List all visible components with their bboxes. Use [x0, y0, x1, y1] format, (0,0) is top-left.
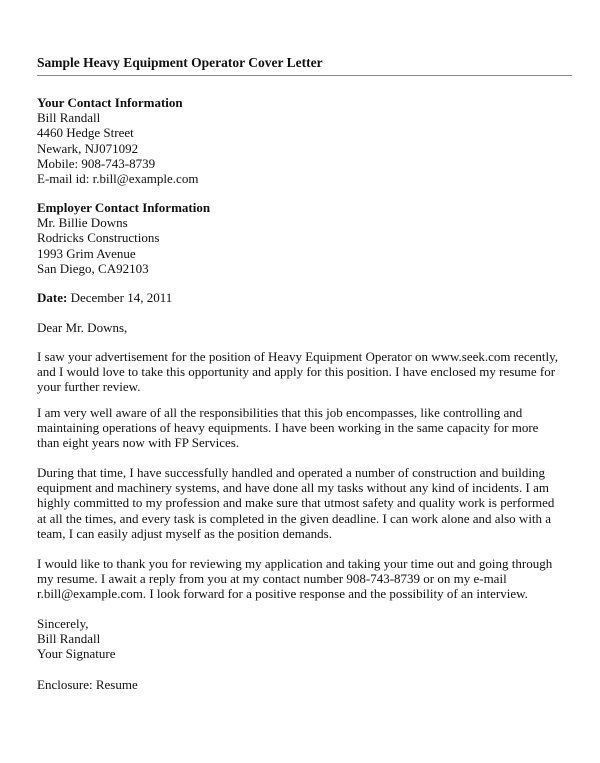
closing-valediction: Sincerely, [37, 616, 89, 631]
enclosure-text: Enclosure: Resume [37, 677, 138, 692]
sender-email: E-mail id: r.bill@example.com [37, 171, 199, 187]
body-paragraph-4 [37, 556, 577, 602]
date-label: Date: [37, 290, 68, 305]
closing-name: Bill Randall [37, 631, 101, 647]
document-title: Sample Heavy Equipment Operator Cover Letter [37, 55, 323, 70]
body-paragraph-3 [37, 465, 577, 541]
sender-mobile: Mobile: 908-743-8739 [37, 155, 156, 171]
paragraph-line: my resume. I await a reply from you at my contact number 908-743-8739 or on my e-mail [37, 571, 507, 587]
paragraph-line: I am very well aware of all the responsibilities that this job encompasses, like controlling and [37, 405, 523, 420]
employer-city: San Diego, CA92103 [37, 260, 149, 276]
sender-name: Bill Randall [37, 110, 101, 126]
date-value: December 14, 2011 [67, 290, 173, 305]
paragraph-line: team, I can easily adjust myself as the position demands. [37, 525, 332, 541]
employer-street: 1993 Grim Avenue [37, 245, 136, 261]
paragraph-line: and I would love to take this opportunity and apply for this position. I have enclosed my resume for [37, 364, 556, 380]
paragraph-line: than eight years now with FP Services. [37, 435, 240, 451]
paragraph-line: I would like to thank you for reviewing my application and taking your time out and going through [37, 556, 553, 571]
sender-street: 4460 Hedge Street [37, 125, 134, 141]
body-paragraph-2 [37, 405, 577, 451]
salutation-text: Dear Mr. Downs, [37, 320, 128, 335]
paragraph-line: I saw your advertisement for the position of Heavy Equipment Operator on www.seek.com recently, [37, 349, 559, 364]
body-paragraph-1 [37, 349, 577, 395]
paragraph-line: maintaining operations of heavy equipments. I have been working in the same capacity for more [37, 420, 539, 436]
employer-contact-block [37, 200, 577, 276]
paragraph-line: equipment and machinery systems, and have done all my tasks without any kind of incidents. I am [37, 480, 549, 496]
paragraph-line: your further review. [37, 379, 141, 395]
sender-contact-heading: Your Contact Information [37, 95, 183, 110]
date-line [37, 290, 577, 305]
closing-signature: Your Signature [37, 646, 116, 662]
employer-contact-heading: Employer Contact Information [37, 200, 211, 215]
closing-block [37, 616, 577, 662]
enclosure-line [37, 677, 577, 692]
paragraph-line: at all the times, and every task is completed in the given deadline. I can work alone and also with a [37, 510, 552, 526]
title-divider [37, 75, 572, 76]
salutation [37, 320, 577, 335]
paragraph-line: During that time, I have successfully handled and operated a number of construction and building [37, 465, 545, 480]
employer-name: Mr. Billie Downs [37, 215, 128, 231]
paragraph-line: r.bill@example.com. I look forward for a positive response and the possibility of an interview. [37, 586, 528, 602]
employer-company: Rodricks Constructions [37, 230, 160, 246]
sender-contact-block [37, 95, 577, 186]
sender-city: Newark, NJ071092 [37, 140, 139, 156]
paragraph-line: highly committed to my profession and make sure that utmost safety and quality work is performed [37, 495, 555, 511]
